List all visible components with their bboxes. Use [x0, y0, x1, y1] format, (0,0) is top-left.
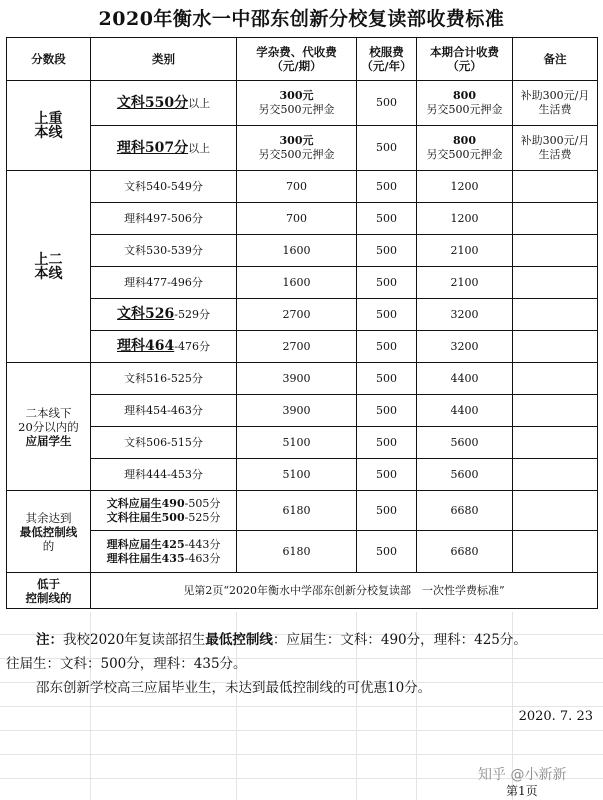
- header-tuition: 学杂费、代收费 （元/期）: [237, 38, 357, 81]
- table-row: [7, 395, 598, 427]
- table-row: [7, 491, 598, 531]
- remark-cell: [513, 299, 598, 331]
- tuition-cell: 3900: [237, 363, 357, 395]
- total-cell: 1200: [417, 171, 513, 203]
- remark-cell: [513, 235, 598, 267]
- segment-group-below-min: 低于 控制线的: [7, 573, 91, 609]
- table-row: [7, 531, 598, 573]
- remark-cell: [513, 427, 598, 459]
- total-cell: 3200: [417, 331, 513, 363]
- table-row: [7, 427, 598, 459]
- uniform-cell: 500: [357, 299, 417, 331]
- uniform-cell: 500: [357, 331, 417, 363]
- table-row: [7, 299, 598, 331]
- total-cell: 4400: [417, 363, 513, 395]
- see-page-2-cell: 见第2页“2020年衡水中学邵东创新分校复读部 一次性学费标准”: [91, 573, 598, 609]
- segment-group-min-line: 其余达到 最低控制线 的: [7, 491, 91, 573]
- remark-cell: [513, 331, 598, 363]
- uniform-cell: 500: [357, 427, 417, 459]
- category-cell: 文科540-549分: [91, 171, 237, 203]
- uniform-cell: 500: [357, 235, 417, 267]
- uniform-cell: 500: [357, 203, 417, 235]
- total-cell: 4400: [417, 395, 513, 427]
- category-cell: 理科454-463分: [91, 395, 237, 427]
- category-cell: 文科516-525分: [91, 363, 237, 395]
- remark-cell: [513, 363, 598, 395]
- document-title: 2020年衡水一中邵东创新分校复读部收费标准: [98, 8, 505, 30]
- total-cell: 3200: [417, 299, 513, 331]
- note-line-2: 往届生：文科：500分，理科：435分。: [6, 656, 247, 672]
- header-uniform: 校服费 （元/年）: [357, 38, 417, 81]
- category-cell: 理科507分以上: [91, 126, 237, 171]
- uniform-cell: 500: [357, 81, 417, 126]
- uniform-cell: 500: [357, 395, 417, 427]
- note-line-3: 邵东创新学校高三应届毕业生，未达到最低控制线的可优惠10分。: [36, 680, 432, 696]
- tuition-cell: 1600: [237, 267, 357, 299]
- segment-group-below-second: 二本线下 20分以内的 应届学生: [7, 363, 91, 491]
- uniform-cell: 500: [357, 267, 417, 299]
- tuition-cell: 300元 另交500元押金: [237, 126, 357, 171]
- tuition-cell: 6180: [237, 531, 357, 573]
- category-cell: 理科应届生425-443分 理科往届生435-463分: [91, 531, 237, 573]
- table-row: [7, 363, 598, 395]
- category-cell: 文科506-515分: [91, 427, 237, 459]
- table-row: [7, 235, 598, 267]
- remark-cell: 补助300元/月 生活费: [513, 81, 598, 126]
- total-cell: 800 另交500元押金: [417, 126, 513, 171]
- header-row: [7, 38, 598, 81]
- category-cell: 文科530-539分: [91, 235, 237, 267]
- table-row: [7, 126, 598, 171]
- category-cell: 理科497-506分: [91, 203, 237, 235]
- tuition-cell: 6180: [237, 491, 357, 531]
- uniform-cell: 500: [357, 459, 417, 491]
- remark-cell: [513, 531, 598, 573]
- table-row: [7, 171, 598, 203]
- header-segment: 分数段: [7, 38, 91, 81]
- total-cell: 2100: [417, 235, 513, 267]
- table-row: [7, 203, 598, 235]
- tuition-cell: 2700: [237, 331, 357, 363]
- header-category: 类别: [91, 38, 237, 81]
- remark-cell: 补助300元/月 生活费: [513, 126, 598, 171]
- total-cell: 6680: [417, 491, 513, 531]
- remark-cell: [513, 491, 598, 531]
- tuition-cell: 700: [237, 203, 357, 235]
- category-cell: 理科444-453分: [91, 459, 237, 491]
- table-row: [7, 331, 598, 363]
- header-remark: 备注: [513, 38, 598, 81]
- table-row: [7, 459, 598, 491]
- document-date: 2020. 7. 23: [518, 709, 593, 724]
- category-cell: 文科550分以上: [91, 81, 237, 126]
- remark-cell: [513, 267, 598, 299]
- table-row: [7, 267, 598, 299]
- total-cell: 5600: [417, 427, 513, 459]
- tuition-cell: 300元 另交500元押金: [237, 81, 357, 126]
- remark-cell: [513, 203, 598, 235]
- tuition-cell: 2700: [237, 299, 357, 331]
- tuition-cell: 700: [237, 171, 357, 203]
- uniform-cell: 500: [357, 171, 417, 203]
- total-cell: 5600: [417, 459, 513, 491]
- uniform-cell: 500: [357, 531, 417, 573]
- total-cell: 800 另交500元押金: [417, 81, 513, 126]
- zhihu-watermark: 知乎 @小新新: [478, 767, 567, 783]
- uniform-cell: 500: [357, 491, 417, 531]
- tuition-cell: 3900: [237, 395, 357, 427]
- uniform-cell: 500: [357, 363, 417, 395]
- table-row: [7, 573, 598, 609]
- uniform-cell: 500: [357, 126, 417, 171]
- tuition-cell: 5100: [237, 459, 357, 491]
- fee-table: [6, 37, 598, 609]
- total-cell: 2100: [417, 267, 513, 299]
- category-cell: 理科477-496分: [91, 267, 237, 299]
- note-line-1: 注：我校2020年复读部招生最低控制线：应届生：文科：490分，理科：425分。: [36, 632, 527, 648]
- total-cell: 6680: [417, 531, 513, 573]
- segment-group-key-line: 上重 本线: [7, 81, 91, 171]
- page-number: 第1页: [506, 784, 538, 798]
- category-cell: 文科526-529分: [91, 299, 237, 331]
- remark-cell: [513, 171, 598, 203]
- total-cell: 1200: [417, 203, 513, 235]
- table-row: [7, 81, 598, 126]
- remark-cell: [513, 395, 598, 427]
- segment-group-second-line: 上二 本线: [7, 171, 91, 363]
- category-cell: 文科应届生490-505分 文科往届生500-525分: [91, 491, 237, 531]
- tuition-cell: 5100: [237, 427, 357, 459]
- category-cell: 理科464-476分: [91, 331, 237, 363]
- header-total: 本期合计收费 （元）: [417, 38, 513, 81]
- remark-cell: [513, 459, 598, 491]
- tuition-cell: 1600: [237, 235, 357, 267]
